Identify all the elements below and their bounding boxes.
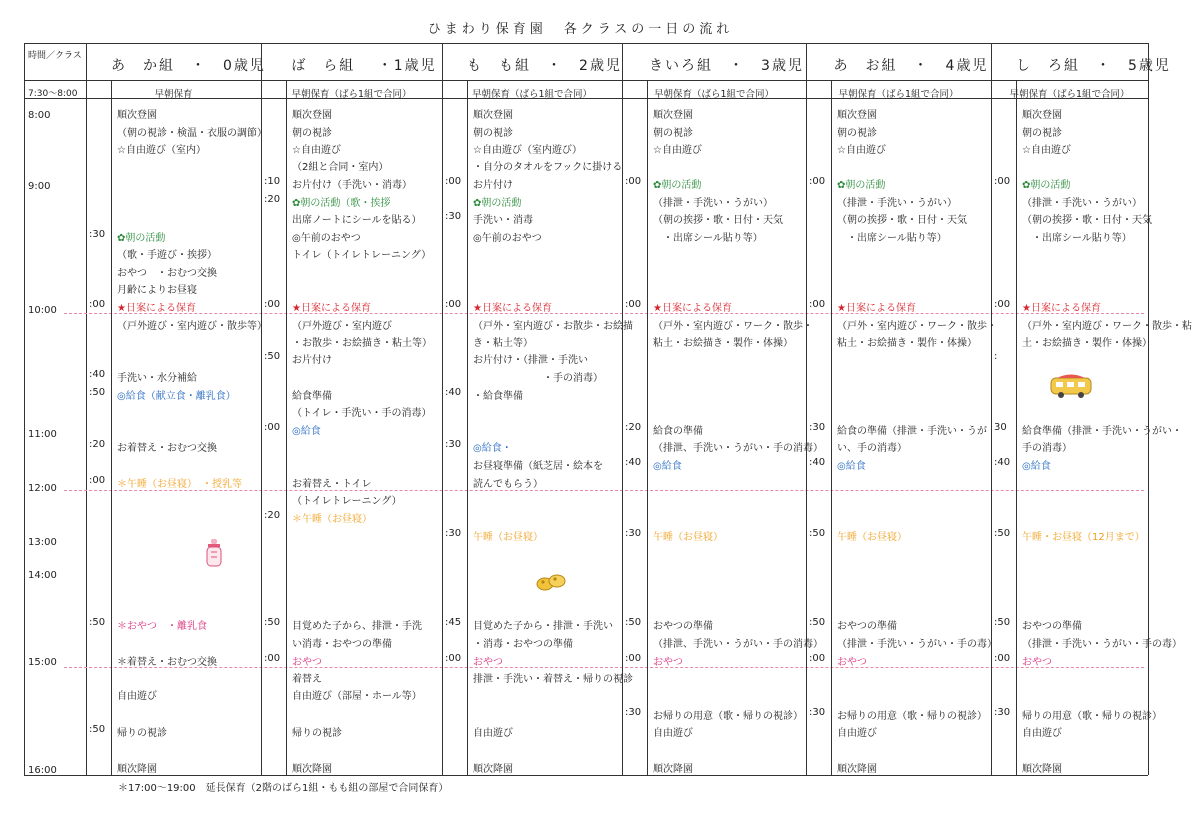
activity-text: ◎給食 (653, 461, 682, 472)
minute-label: :00 (625, 176, 642, 187)
hour-label: 12:00 (28, 483, 57, 494)
minute-label: :00 (445, 653, 462, 664)
early-care-label: 早朝保育（ばら1組で合同） (1009, 89, 1130, 100)
activity-text: お片付け (473, 180, 513, 191)
activity-text: 給食準備（排泄・手洗い・うがい・ (1022, 426, 1182, 437)
class-header: あ お組 ・ 4歳児 (833, 58, 989, 74)
class-header: きいろ組 ・ 3歳児 (649, 58, 804, 74)
minute-label: :50 (89, 724, 106, 735)
activity-text: 自由遊び (653, 728, 693, 739)
activity-text: ☆自由遊び (653, 145, 702, 156)
activity-text: （戸外・室内遊び・ワーク・散歩・ (837, 321, 997, 332)
minute-label: :00 (994, 176, 1011, 187)
activity-text: ◎給食 (1022, 461, 1051, 472)
hour-label: 8:00 (28, 110, 51, 121)
activity-text: 朝の視診 (473, 128, 513, 139)
table-border-bottom (24, 775, 1148, 776)
activity-text: （朝の視診・検温・衣服の調節） (117, 128, 267, 139)
minute-label: :20 (625, 422, 642, 433)
activity-text: ・自分のタオルをフックに掛ける (473, 162, 623, 173)
activity-text: 手洗い・水分補給 (117, 373, 197, 384)
minute-label: :20 (264, 194, 281, 205)
activity-text: 読んでもらう） (473, 479, 543, 490)
activity-text: （戸外遊び・室内遊び (292, 321, 392, 332)
minute-label: :00 (89, 475, 106, 486)
activity-text: 自由遊び (473, 728, 513, 739)
minute-label: :30 (89, 229, 106, 240)
activity-text: ✿朝の活動 (653, 180, 702, 191)
activity-text: 帰りの視診 (117, 728, 167, 739)
activity-text: （トイレトレーニング） (292, 496, 402, 507)
minute-label: :30 (445, 439, 462, 450)
activity-text: き・粘土等） (473, 338, 533, 349)
activity-text: （朝の挨拶・歌・日付・天気 (653, 215, 783, 226)
activity-text: 帰りの視診 (292, 728, 342, 739)
minute-label: :50 (994, 617, 1011, 628)
activity-text: ・お散歩・お絵描き・粘土等） (292, 338, 432, 349)
minute-label: :45 (445, 617, 462, 628)
minute-label: :20 (264, 510, 281, 521)
activity-text: 目覚めた子から、排泄・手洗 (292, 621, 422, 632)
activity-text: お帰りの用意（歌・帰りの視診） (653, 711, 803, 722)
minute-label: :30 (994, 707, 1011, 718)
activity-text: 排泄・手洗い・着替え・帰りの視診 (473, 674, 633, 685)
activity-text: トイレ（トイレトレーニング） (292, 250, 432, 261)
activity-text: ☆自由遊び (837, 145, 886, 156)
minute-column-divider (111, 80, 112, 775)
activity-text: 自由遊び (1022, 728, 1062, 739)
activity-text: お着替え・トイレ (292, 479, 372, 490)
minute-label: :40 (994, 457, 1011, 468)
activity-text: 午睡（お昼寝） (837, 532, 907, 543)
hour-label: 9:00 (28, 181, 51, 192)
activity-text: い、手の消毒） (837, 443, 907, 454)
activity-text: 手洗い・消毒 (473, 215, 533, 226)
minute-label: :00 (625, 299, 642, 310)
activity-text: おやつの準備 (837, 621, 897, 632)
activity-text: おやつ (292, 657, 322, 668)
activity-text: （排泄・手洗い・うがい・手の毒） (837, 639, 997, 650)
minute-label: :50 (264, 617, 281, 628)
activity-text: ◎給食 (292, 426, 321, 437)
activity-text: 順次登園 (292, 110, 332, 121)
activity-text: お片付け (292, 355, 332, 366)
time-column-divider (86, 43, 87, 775)
activity-text: ★日案による保育 (837, 303, 916, 314)
activity-text: （排泄・手洗い・うがい・手の毒） (1022, 639, 1182, 650)
activity-text: お昼寝準備（紙芝居・絵本を (473, 461, 603, 472)
minute-column-divider (1016, 80, 1017, 775)
activity-text: 給食準備 (292, 391, 332, 402)
minute-label: :00 (809, 299, 826, 310)
activity-text: （トイレ・手洗い・手の消毒） (292, 408, 432, 419)
activity-text: ◎給食 (837, 461, 866, 472)
period-line-15 (64, 667, 1144, 668)
page-title: ひまわり保育園 各クラスの一日の流れ (427, 22, 734, 37)
activity-text: 朝の視診 (837, 128, 877, 139)
minute-column-divider (467, 80, 468, 775)
activity-text: ☆自由遊び（室内） (117, 145, 206, 156)
activity-text: おやつ (473, 657, 503, 668)
activity-text: お帰りの用意（歌・帰りの視診） (837, 711, 987, 722)
minute-label: :10 (264, 176, 281, 187)
activity-text: ☆自由遊び (1022, 145, 1071, 156)
hour-label: 15:00 (28, 657, 57, 668)
minute-label: :40 (809, 457, 826, 468)
activity-text: 出席ノートにシールを貼る） (292, 215, 422, 226)
activity-text: 月齢によりお昼寝 (117, 285, 197, 296)
activity-text: ☆自由遊び (292, 145, 341, 156)
table-border-right (1148, 43, 1149, 775)
activity-text: お片付け・（排泄・手洗い (473, 355, 588, 366)
activity-text: ◎給食・ (473, 443, 512, 454)
activity-text: い消毒・おやつの準備 (292, 639, 392, 650)
hour-label: 11:00 (28, 429, 57, 440)
minute-label: :00 (89, 299, 106, 310)
early-care-label: 早朝保育（ばら1組で合同） (291, 89, 412, 100)
hour-label: 10:00 (28, 305, 57, 316)
activity-text: 給食の準備（排泄・手洗い・うが (837, 426, 987, 437)
hour-label: 16:00 (28, 765, 57, 776)
minute-label: : (994, 351, 998, 362)
activity-text: （戸外遊び・室内遊び・散歩等） (117, 321, 267, 332)
activity-text: 自由遊び (117, 691, 157, 702)
activity-text: 順次登園 (1022, 110, 1062, 121)
early-care-label: 早朝保育（ばら1組で合同） (471, 89, 593, 100)
minute-label: :30 (445, 211, 462, 222)
activity-text: 朝の視診 (1022, 128, 1062, 139)
minute-label: :00 (809, 653, 826, 664)
activity-text: 粘土・お絵描き・製作・体操） (837, 338, 977, 349)
class-header: し ろ組 ・ 5歳児 (1016, 58, 1171, 74)
minute-label: :30 (625, 707, 642, 718)
activity-text: （2組と合同・室内） (292, 162, 389, 173)
activity-text: ・出席シール貼り等） (653, 233, 763, 244)
activity-text: ・給食準備 (473, 391, 523, 402)
activity-text: 順次登園 (837, 110, 877, 121)
activity-text: ◎午前のおやつ (292, 233, 361, 244)
bus-icon (1049, 374, 1093, 400)
minute-label: :40 (445, 387, 462, 398)
activity-text: お片付け（手洗い・消毒） (292, 180, 412, 191)
activity-text: おやつの準備 (1022, 621, 1082, 632)
activity-text: （朝の挨拶・歌・日付・天気 (1022, 215, 1152, 226)
minute-column-divider (286, 80, 287, 775)
minute-label: :00 (264, 422, 281, 433)
minute-column-divider (647, 80, 648, 775)
table-border-left (24, 43, 25, 775)
activity-text: （排泄、手洗い・うがい・手の消毒） (653, 443, 823, 454)
activity-text: 午睡・お昼寝（12月まで） (1022, 532, 1145, 543)
period-line-10 (64, 313, 1144, 314)
activity-text: 順次降園 (292, 764, 332, 775)
activity-text: ✿朝の活動 (473, 198, 522, 209)
activity-text: 自由遊び（部屋・ホール等） (292, 691, 422, 702)
minute-label: :50 (264, 351, 281, 362)
minute-label: :00 (809, 176, 826, 187)
minute-label: :50 (809, 528, 826, 539)
activity-text: 粘土・お絵描き・製作・体操） (653, 338, 793, 349)
extended-care-note: ＊17:00〜19:00 延長保育（2階のばら1組・もも組の部屋で合同保育） (118, 783, 449, 794)
minute-label: :30 (625, 528, 642, 539)
activity-text: ◎給食（献立食・離乳食） (117, 391, 236, 402)
activity-text: 順次降園 (653, 764, 693, 775)
minute-label: :00 (445, 176, 462, 187)
activity-text: ◎午前のおやつ (473, 233, 542, 244)
activity-text: （排泄・手洗い・うがい） (837, 198, 957, 209)
early-time-label: 7:30〜8:00 (28, 89, 78, 99)
minute-label: :00 (264, 299, 281, 310)
activity-text: ★日案による保育 (473, 303, 552, 314)
minute-label: :30 (809, 422, 826, 433)
activity-text: ✿朝の活動 (1022, 180, 1071, 191)
activity-text: 午睡（お昼寝） (473, 532, 543, 543)
activity-text: ✿朝の活動 (837, 180, 886, 191)
activity-text: 順次降園 (117, 764, 157, 775)
period-line-12 (64, 490, 1144, 491)
activity-text: ・出席シール貼り等） (837, 233, 947, 244)
class-column-divider (442, 43, 443, 775)
minute-label: :40 (89, 369, 106, 380)
activity-text: ＊午睡（お昼寝） (292, 514, 372, 525)
activity-text: ★日案による保育 (653, 303, 732, 314)
minute-label: :50 (994, 528, 1011, 539)
minute-label: :50 (89, 617, 106, 628)
minute-label: :00 (994, 653, 1011, 664)
class-header: ば ら組 ・1歳児 (291, 58, 437, 74)
table-border-top (24, 43, 1148, 44)
minute-label: :50 (809, 617, 826, 628)
minute-label: :30 (809, 707, 826, 718)
activity-text: 土・お絵描き・製作・体操） (1022, 338, 1152, 349)
activity-text: ✿朝の活動 (117, 233, 166, 244)
minute-label: :00 (994, 299, 1011, 310)
activity-text: 帰りの用意（歌・帰りの視診） (1022, 711, 1162, 722)
activity-text: 目覚めた子から・排泄・手洗い (473, 621, 613, 632)
baby-shoes-icon (534, 570, 568, 594)
activity-text: おやつ (653, 657, 683, 668)
activity-text: ＊おやつ ・離乳食 (117, 621, 207, 632)
activity-text: ＊午睡（お昼寝） ・授乳等 (117, 479, 242, 490)
activity-text: ★日案による保育 (292, 303, 371, 314)
activity-text: 手の消毒） (1022, 443, 1072, 454)
activity-text: 朝の視診 (653, 128, 693, 139)
activity-text: ★日案による保育 (117, 303, 196, 314)
activity-text: 順次登園 (117, 110, 157, 121)
early-care-label: 早朝保育（ばら1組で合同） (653, 89, 775, 100)
minute-label: :00 (625, 653, 642, 664)
activity-text: おやつの準備 (653, 621, 713, 632)
activity-text: 着替え (292, 674, 322, 685)
class-column-divider (991, 43, 992, 775)
activity-text: おやつ (1022, 657, 1052, 668)
minute-label: :30 (445, 528, 462, 539)
activity-text: おやつ ・おむつ交換 (117, 268, 217, 279)
activity-text: （戸外・室内遊び・ワーク・散歩・粘 (1022, 321, 1192, 332)
class-header: も も組 ・ 2歳児 (467, 58, 622, 74)
minute-column-divider (831, 80, 832, 775)
activity-text: （歌・手遊び・挨拶） (117, 250, 217, 261)
hour-label: 13:00 (28, 537, 57, 548)
activity-text: ・出席シール貼り等） (1022, 233, 1132, 244)
minute-label: 30 (994, 422, 1007, 433)
activity-text: ・手の消毒） (473, 373, 603, 384)
class-column-divider (622, 43, 623, 775)
minute-label: :20 (89, 439, 106, 450)
activity-text: （排泄、手洗い・うがい・手の消毒） (653, 639, 823, 650)
activity-text: 給食の準備 (653, 426, 703, 437)
activity-text: 順次降園 (473, 764, 513, 775)
minute-label: :00 (264, 653, 281, 664)
activity-text: 順次降園 (837, 764, 877, 775)
activity-text: おやつ (837, 657, 867, 668)
activity-text: ✿朝の活動（歌・挨拶 (292, 198, 391, 209)
activity-text: （戸外・室内遊び・ワーク・散歩・ (653, 321, 813, 332)
class-header: あ か組 ・ 0歳児 (111, 58, 266, 74)
activity-text: 順次降園 (1022, 764, 1062, 775)
minute-label: :00 (445, 299, 462, 310)
baby-bottle-icon (202, 538, 226, 568)
activity-text: （排泄・手洗い・うがい） (653, 198, 773, 209)
activity-text: 順次登園 (653, 110, 693, 121)
early-care-label: 早朝保育（ばら1組で合同） (838, 89, 959, 100)
activity-text: ★日案による保育 (1022, 303, 1101, 314)
activity-text: （戸外・室内遊び・お散歩・お絵描 (473, 321, 633, 332)
activity-text: 自由遊び (837, 728, 877, 739)
activity-text: ☆自由遊び（室内遊び） (473, 145, 582, 156)
activity-text: 順次登園 (473, 110, 513, 121)
minute-label: :50 (89, 387, 106, 398)
activity-text: お着替え・おむつ交換 (117, 443, 217, 454)
activity-text: （朝の挨拶・歌・日付・天気 (837, 215, 967, 226)
class-column-divider (261, 43, 262, 775)
activity-text: 午睡（お昼寝） (653, 532, 723, 543)
early-care-label: 早朝保育 (154, 89, 193, 100)
activity-text: 朝の視診 (292, 128, 332, 139)
minute-label: :50 (625, 617, 642, 628)
activity-text: ＊着替え・おむつ交換 (117, 657, 217, 668)
activity-text: ・消毒・おやつの準備 (473, 639, 573, 650)
minute-label: :40 (625, 457, 642, 468)
class-column-divider (806, 43, 807, 775)
hour-label: 14:00 (28, 570, 57, 581)
corner-header: 時間／クラス (28, 51, 82, 61)
header-divider (24, 80, 1148, 81)
activity-text: （排泄・手洗い・うがい） (1022, 198, 1142, 209)
